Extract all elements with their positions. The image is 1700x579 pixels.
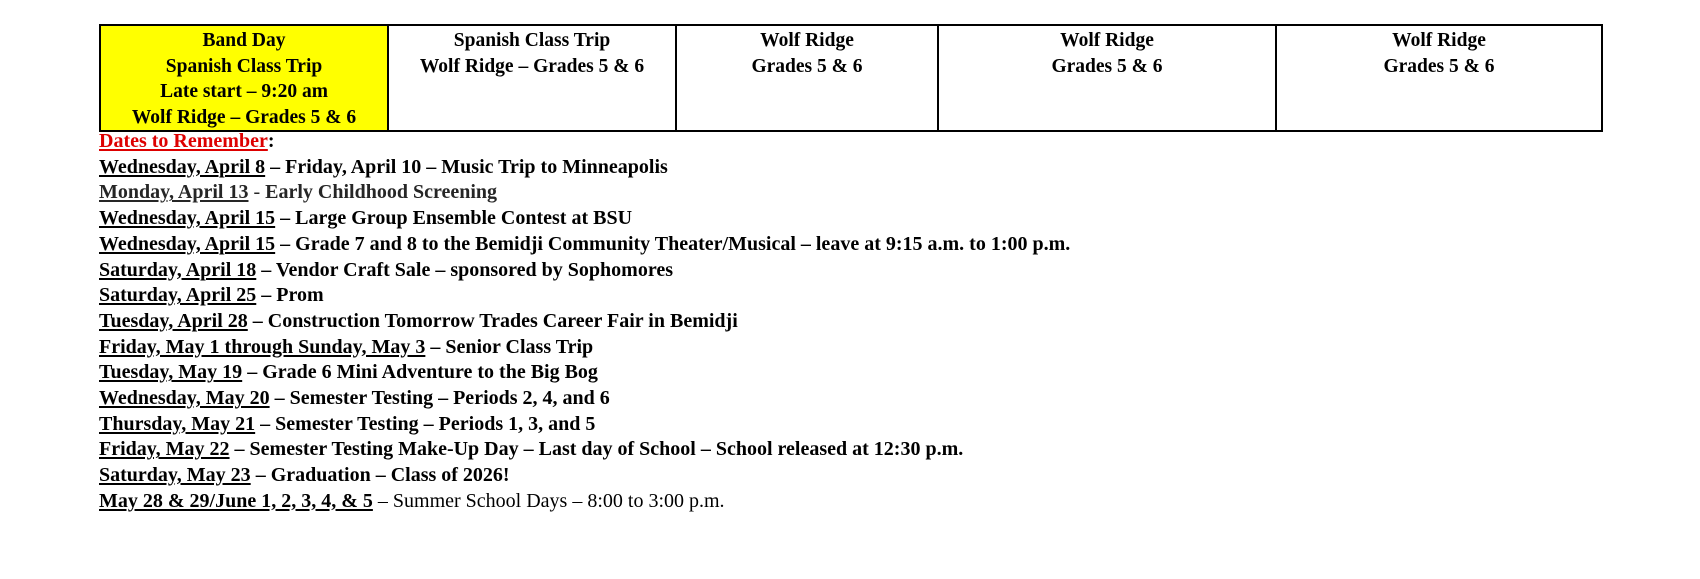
cell-line: Spanish Class Trip bbox=[453, 30, 611, 51]
event-text: Grade 6 Mini Adventure to the Big Bog bbox=[262, 361, 598, 384]
cell-line: Wolf Ridge – Grades 5 & 6 bbox=[131, 106, 357, 128]
cell-line: Band Day bbox=[202, 30, 286, 51]
date-item bbox=[99, 309, 1599, 335]
date-label: Thursday, May 21 bbox=[99, 412, 256, 435]
event-text: Semester Testing Make-Up Day – Last day of School – School released at 12:30 p.m. bbox=[249, 438, 964, 461]
date-label: Tuesday, May 19 bbox=[99, 361, 243, 384]
separator: – bbox=[275, 232, 296, 255]
event-text: Construction Tomorrow Trades Career Fair in Bemidji bbox=[267, 309, 738, 332]
event-text: Semester Testing – Periods 1, 3, and 5 bbox=[275, 412, 596, 435]
date-item bbox=[99, 206, 1599, 232]
separator: - bbox=[248, 181, 266, 204]
dates-to-remember-section bbox=[99, 129, 1599, 515]
separator: – bbox=[229, 438, 250, 461]
event-text: Grade 7 and 8 to the Bemidji Community Theater/Musical – leave at 9:15 a.m. to 1:00 p.m. bbox=[295, 232, 1071, 255]
date-item bbox=[99, 463, 1599, 489]
event-text: Large Group Ensemble Contest at BSU bbox=[295, 207, 633, 230]
event-text: Semester Testing – Periods 2, 4, and 6 bbox=[289, 387, 610, 410]
separator: – bbox=[372, 489, 393, 512]
date-item bbox=[99, 412, 1599, 438]
date-label: Wednesday, May 20 bbox=[99, 387, 270, 410]
date-label: Friday, May 1 through Sunday, May 3 bbox=[99, 335, 426, 358]
cell-line: Grades 5 & 6 bbox=[751, 55, 863, 77]
heading-text: Dates to Remember bbox=[99, 130, 268, 152]
calendar-row bbox=[100, 25, 1602, 131]
date-item bbox=[99, 232, 1599, 258]
date-item bbox=[99, 258, 1599, 284]
calendar-cell-4 bbox=[938, 25, 1276, 131]
separator: – bbox=[256, 258, 276, 281]
date-item bbox=[99, 335, 1599, 361]
section-heading bbox=[99, 129, 1599, 155]
event-text: Early Childhood Screening bbox=[265, 181, 498, 204]
event-text: Summer School Days – 8:00 to 3:00 p.m. bbox=[392, 489, 725, 512]
cell-line: Wolf Ridge bbox=[760, 30, 854, 51]
calendar-cell-2 bbox=[388, 25, 676, 131]
cell-line: Grades 5 & 6 bbox=[1051, 55, 1163, 77]
separator: – bbox=[275, 207, 296, 230]
cell-line: Spanish Class Trip bbox=[165, 55, 323, 77]
date-label: Wednesday, April 15 bbox=[99, 207, 276, 230]
date-label: May 28 & 29/June 1, 2, 3, 4, & 5 bbox=[99, 489, 373, 512]
event-text: Prom bbox=[276, 284, 324, 307]
separator: – bbox=[247, 309, 268, 332]
calendar-cell-5 bbox=[1276, 25, 1602, 131]
date-label: Monday, April 13 bbox=[99, 181, 249, 204]
cell-line: Wolf Ridge bbox=[1060, 30, 1154, 51]
separator: – bbox=[425, 335, 446, 358]
date-label: Saturday, April 18 bbox=[99, 258, 257, 281]
event-text: Graduation – Class of 2026! bbox=[270, 464, 510, 487]
separator: – bbox=[269, 387, 290, 410]
separator: – bbox=[255, 412, 276, 435]
cell-line: Wolf Ridge – Grades 5 & 6 bbox=[419, 55, 645, 77]
date-item bbox=[99, 180, 1599, 206]
calendar-week-row bbox=[99, 24, 1603, 132]
cell-line: Wolf Ridge bbox=[1392, 30, 1486, 51]
event-text: Senior Class Trip bbox=[445, 335, 594, 358]
separator: – bbox=[265, 155, 286, 178]
heading-colon: : bbox=[267, 130, 275, 152]
calendar-cell-3 bbox=[676, 25, 938, 131]
cell-line: Late start – 9:20 am bbox=[160, 81, 328, 102]
date-item bbox=[99, 283, 1599, 309]
separator: – bbox=[250, 464, 271, 487]
cell-line: Grades 5 & 6 bbox=[1383, 55, 1495, 77]
separator: – bbox=[256, 284, 277, 307]
date-item bbox=[99, 360, 1599, 386]
separator: – bbox=[242, 361, 263, 384]
date-item bbox=[99, 386, 1599, 412]
date-label: Saturday, April 25 bbox=[99, 284, 257, 307]
date-label: Wednesday, April 8 bbox=[99, 155, 266, 178]
event-text: Vendor Craft Sale – sponsored by Sophomores bbox=[275, 258, 674, 281]
date-item bbox=[99, 155, 1599, 181]
date-item bbox=[99, 489, 1599, 515]
date-label: Wednesday, April 15 bbox=[99, 232, 276, 255]
date-item bbox=[99, 437, 1599, 463]
calendar-cell-1 bbox=[100, 25, 388, 131]
date-label: Tuesday, April 28 bbox=[99, 309, 248, 332]
date-label: Saturday, May 23 bbox=[99, 464, 251, 487]
date-label: Friday, May 22 bbox=[99, 438, 230, 461]
event-text: Friday, April 10 – Music Trip to Minneapolis bbox=[285, 155, 668, 178]
